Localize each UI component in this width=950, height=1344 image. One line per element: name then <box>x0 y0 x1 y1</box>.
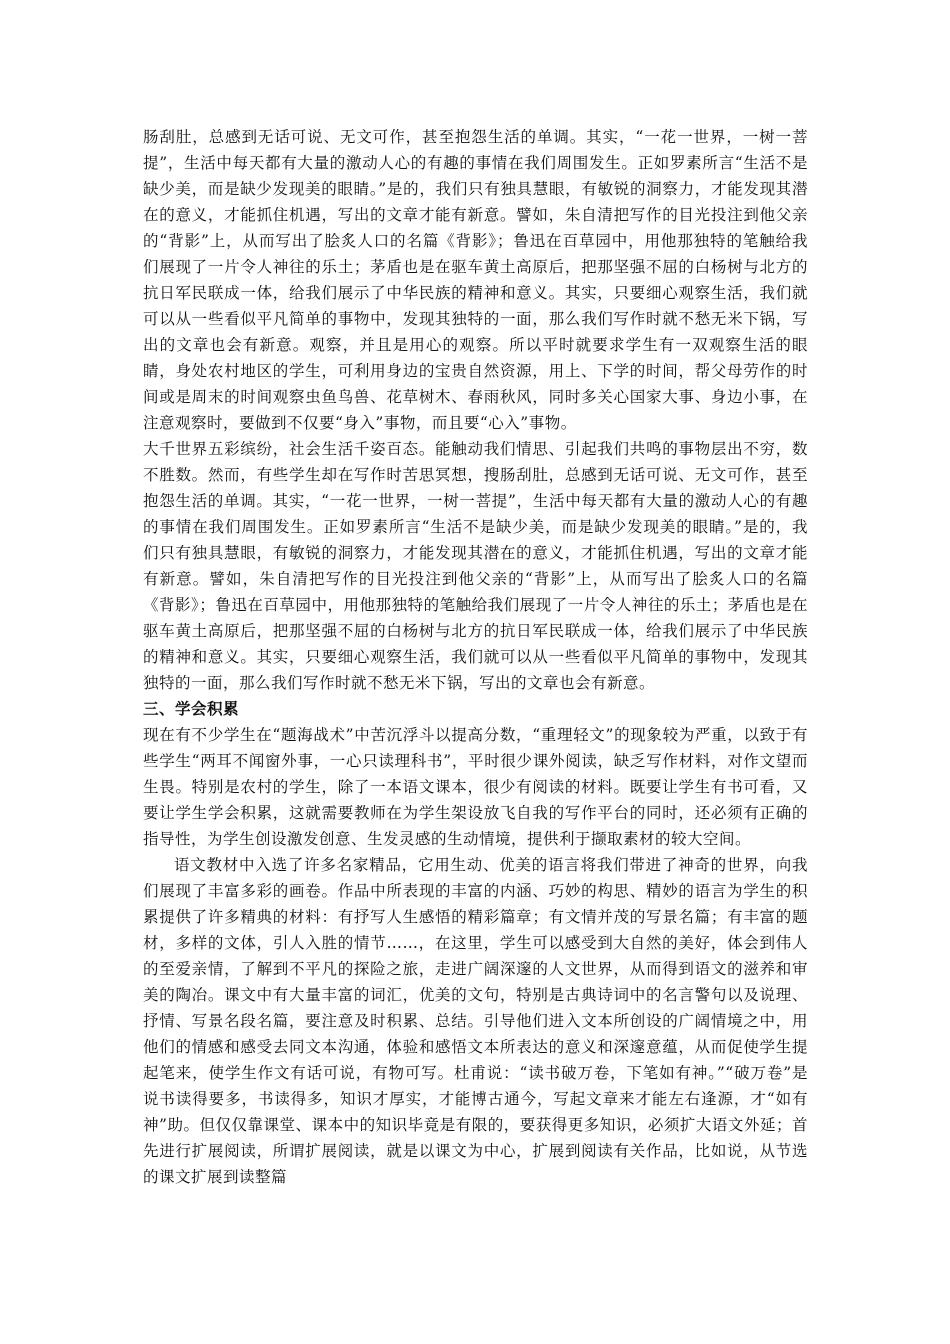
document-body <box>143 124 808 1190</box>
paragraph-textbook-accumulation: 语文教材中入选了许多名家精品，它用生动、优美的语言将我们带进了神奇的世界，向我们展现了丰富多彩的画卷。作品中所表现的丰富的内涵、巧妙的构思、精妙的语言为学生的积累提供了许多精典的材料：有抒写人生感悟的精彩篇章；有文情并茂的写景名篇；有丰富的题材，多样的文体，引人入胜的情节……，在这里，学生可以感受到大自然的美好，体会到伟人的至爱亲情，了解到不平凡的探险之旅，走进广阔深邃的人文世界，从而得到语文的滋养和审美的陶冶。课文中有大量丰富的词汇，优美的文句，特别是古典诗词中的名言警句以及说理、抒情、写景名段名篇，要注意及时积累、总结。引导他们进入文本所创设的广阔情境之中，用他们的情感和感受去同文本沟通，体验和感悟文本所表达的意义和深邃意蕴，从而促使学生提起笔来，使学生作文有话可说，有物可写。杜甫说：“读书破万卷，下笔如有神。”“破万卷”是说书读得要多，书读得多，知识才厚实，才能博古通今，写起文章来才能左右逢源，才“如有神”助。但仅仅靠课堂、课本中的知识毕竟是有限的，要获得更多知识，必须扩大语文外延；首先进行扩展阅读，所谓扩展阅读，就是以课文为中心，扩展到阅读有关作品，比如说，从节选的课文扩展到读整篇 <box>143 856 808 1186</box>
section-heading: 三、学会积累 <box>143 700 240 718</box>
paragraph-observation-repeat: 大千世界五彩缤纷，社会生活千姿百态。能触动我们情思、引起我们共鸣的事物层出不穷，数不胜数。然而，有些学生却在写作时苦思冥想，搜肠刮肚，总感到无话可说、无文可作，甚至抱怨生活的单调。其实，“一花一世界，一树一菩提”，生活中每天都有大量的激动人心的有趣的事情在我们周围发生。正如罗素所言“生活不是缺少美，而是缺少发现美的眼睛。”是的，我们只有独具慧眼，有敏锐的洞察力，才能发现其潜在的意义，才能抓住机遇，写出的文章才能有新意。譬如，朱自清把写作的目光投注到他父亲的“背影”上，从而写出了脍炙人口的名篇《背影》；鲁迅在百草园中，用他那独特的笔触给我们展现了一片令人神往的乐土；茅盾也是在驱车黄土高原后，把那坚强不屈的白杨树与北方的抗日军民联成一体，给我们展示了中华民族的精神和意义。其实，只要细心观察生活，我们就可以从一些看似平凡简单的事物中，发现其独特的一面，那么我们写作时就不愁无米下锅，写出的文章也会有新意。 <box>143 440 808 692</box>
paragraph-accumulation-intro: 现在有不少学生在“题海战术”中苦沉浮斗以提高分数，“重理轻文”的现象较为严重，以致于有些学生“两耳不闻窗外事，一心只读理科书”，平时很少课外阅读，缺乏写作材料，对作文望而生畏。特别是农村的学生，除了一本语文课本，很少有阅读的材料。既要让学生有书可看，又要让学生学会积累，这就需要教师在为学生架设放飞自我的写作平台的同时，还必须有正确的指导性，为学生创设激发创意、生发灵感的生动情境，提供利于撷取素材的较大空间。 <box>143 726 808 848</box>
paragraph-observation-continued: 肠刮肚，总感到无话可说、无文可作，甚至抱怨生活的单调。其实，“一花一世界，一树一菩提”，生活中每天都有大量的激动人心的有趣的事情在我们周围发生。正如罗素所言“生活不是缺少美，而是缺少发现美的眼睛。”是的，我们只有独具慧眼，有敏锐的洞察力，才能发现其潜在的意义，才能抓住机遇，写出的文章才能有新意。譬如，朱自清把写作的目光投注到他父亲的“背影”上，从而写出了脍炙人口的名篇《背影》；鲁迅在百草园中，用他那独特的笔触给我们展现了一片令人神往的乐土；茅盾也是在驱车黄土高原后，把那坚强不屈的白杨树与北方的抗日军民联成一体，给我们展示了中华民族的精神和意义。其实，只要细心观察生活，我们就可以从一些看似平凡简单的事物中，发现其独特的一面，那么我们写作时就不愁无米下锅，写出的文章也会有新意。观察，并且是用心的观察。所以平时就要求学生有一双观察生活的眼睛，身处农村地区的学生，可利用身边的宝贵自然资源，用上、下学的时间，帮父母劳作的时间或是周末的时间观察虫鱼鸟兽、花草树木、春雨秋风，同时多关心国家大事、身边小事，在注意观察时，要做到不仅要“身入”事物，而且要“心入”事物。 <box>143 128 808 432</box>
